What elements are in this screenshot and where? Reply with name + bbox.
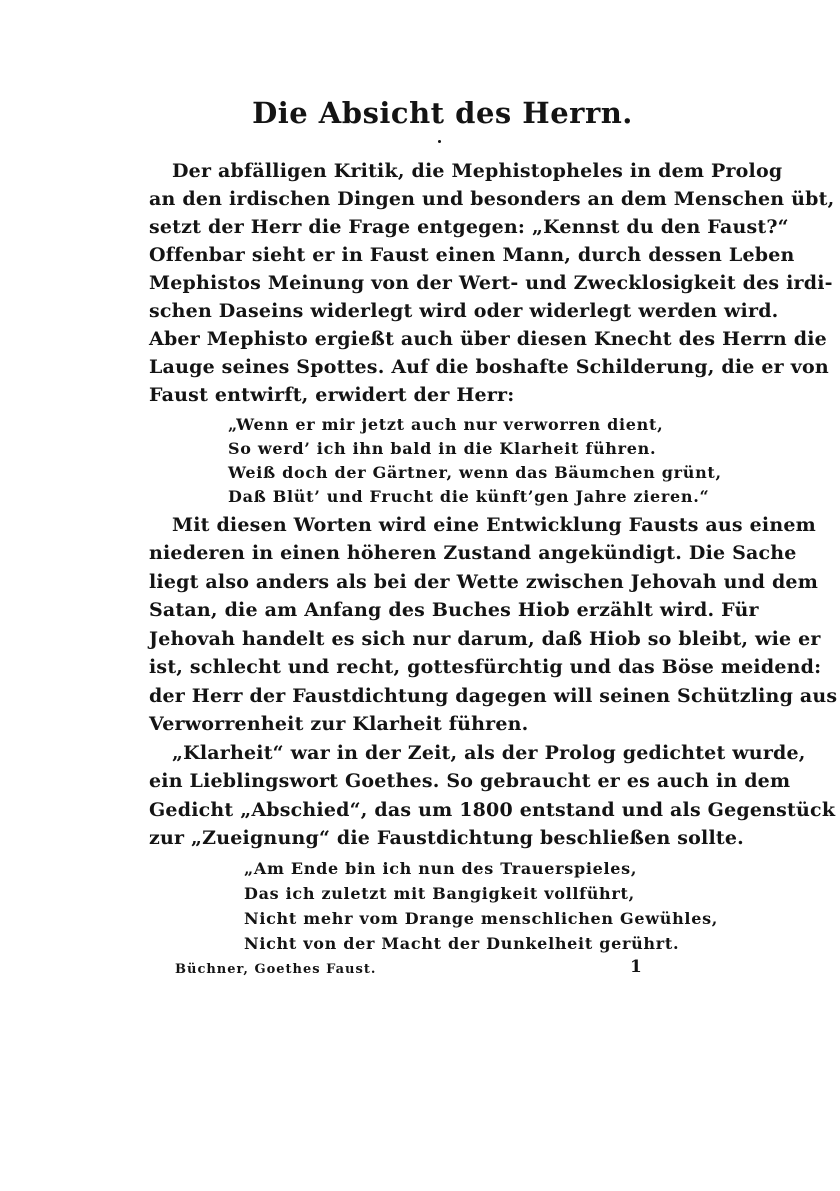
paragraph-2-line: ist, schlecht und recht, gottesfürchtig und das Böse meidend:: [149, 656, 822, 678]
paragraph-1-line: Faust entwirft, erwidert der Herr:: [149, 384, 515, 406]
paragraph-3-line: zur „Zueignung“ die Faustdichtung beschließen sollte.: [149, 827, 744, 849]
paragraph-2-line: Jehovah handelt es sich nur darum, daß Hiob so bleibt, wie er: [149, 628, 821, 650]
paragraph-1-line: setzt der Herr die Frage entgegen: „Kennst du den Faust?“: [149, 216, 789, 238]
paragraph-1-line: Lauge seines Spottes. Auf die boshafte Schilderung, die er von: [149, 356, 829, 378]
quote-2-verse: „Am Ende bin ich nun des Trauerspieles,: [244, 859, 638, 878]
title-ornament-dot: [438, 140, 441, 143]
quote-2-verse: Das ich zuletzt mit Bangigkeit vollführt,: [244, 884, 635, 903]
page-title: Die Absicht des Herrn.: [252, 96, 633, 130]
paragraph-3-line: Gedicht „Abschied“, das um 1800 entstand und als Gegenstück: [149, 799, 836, 821]
paragraph-2-line: liegt also anders als bei der Wette zwischen Jehovah und dem: [149, 571, 819, 593]
paragraph-2-line: Satan, die am Anfang des Buches Hiob erzählt wird. Für: [149, 599, 759, 621]
quote-1-verse: So werd’ ich ihn bald in die Klarheit führen.: [228, 439, 657, 458]
paragraph-1-line: Aber Mephisto ergießt auch über diesen Knecht des Herrn die: [149, 328, 827, 350]
paragraph-1-line: Mephistos Meinung von der Wert- und Zwecklosigkeit des irdi-: [149, 272, 833, 294]
footer-signature-mark: 1: [630, 957, 642, 977]
quote-2-verse: Nicht mehr vom Drange menschlichen Gewühles,: [244, 909, 719, 928]
quote-1-verse: Daß Blüt’ und Frucht die künft’gen Jahre zieren.“: [228, 487, 710, 506]
paragraph-1-line: an den irdischen Dingen und besonders an dem Menschen übt,: [149, 188, 835, 210]
footer-author-line: Büchner, Goethes Faust.: [175, 962, 377, 977]
paragraph-1-line: Der abfälligen Kritik, die Mephistopheles in dem Prolog: [172, 160, 783, 182]
paragraph-1-line: schen Daseins widerlegt wird oder widerlegt werden wird.: [149, 300, 779, 322]
paragraph-2-line: der Herr der Faustdichtung dagegen will seinen Schützling aus: [149, 685, 838, 707]
quote-2-verse: Nicht von der Macht der Dunkelheit gerührt.: [244, 934, 680, 953]
paragraph-3-line: ein Lieblingswort Goethes. So gebraucht er es auch in dem: [149, 770, 791, 792]
paragraph-2-line: Mit diesen Worten wird eine Entwicklung Fausts aus einem: [172, 514, 816, 536]
paragraph-3-line: „Klarheit“ war in der Zeit, als der Prolog gedichtet wurde,: [172, 742, 806, 764]
quote-1-verse: „Wenn er mir jetzt auch nur verworren dient,: [228, 415, 664, 434]
paragraph-2-line: Verworrenheit zur Klarheit führen.: [149, 713, 529, 735]
paragraph-1-line: Offenbar sieht er in Faust einen Mann, durch dessen Leben: [149, 244, 795, 266]
paragraph-2-line: niederen in einen höheren Zustand angekündigt. Die Sache: [149, 542, 797, 564]
quote-1-verse: Weiß doch der Gärtner, wenn das Bäumchen grünt,: [228, 463, 722, 482]
